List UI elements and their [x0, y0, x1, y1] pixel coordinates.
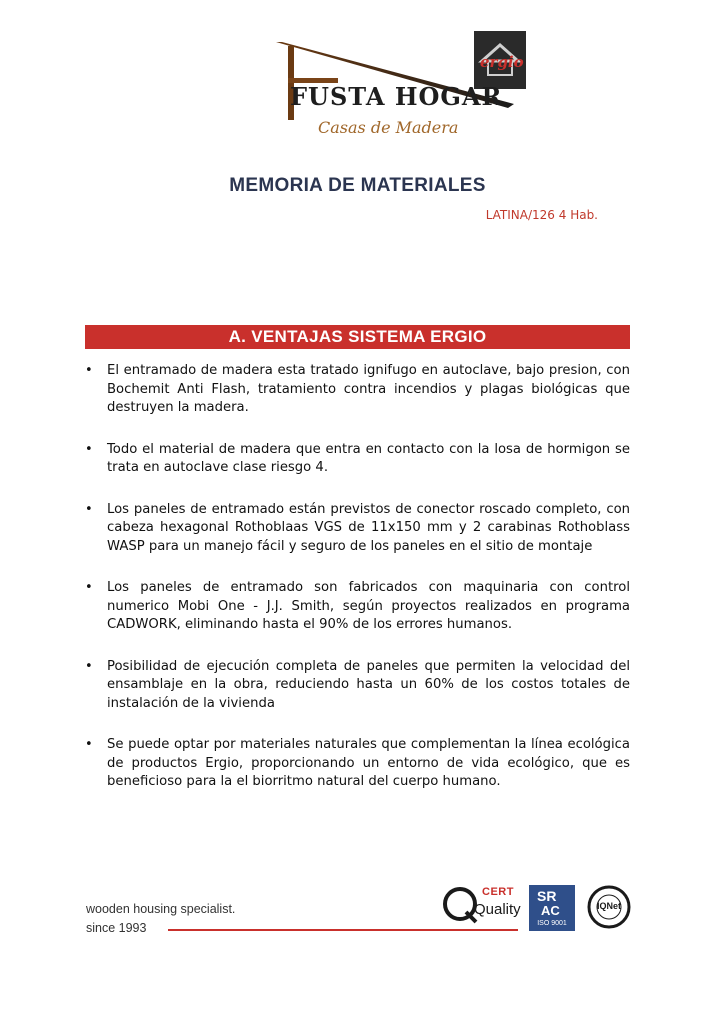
logo-brand-text: FUSTA HOGAR [290, 82, 503, 111]
list-item: • Se puede optar por materiales naturales que complementan la línea ecológica de productos Ergio, proporcionando un entorno de vida ecológico, que es beneficioso para la el biorritmo natural del cuerpo humano. [85, 737, 630, 789]
bullet-icon: • [85, 580, 93, 595]
advantages-list [85, 362, 630, 815]
footer-divider [168, 929, 518, 931]
list-item: • Los paneles de entramado están previstos de conector roscado completo, con cabeza hexagonal Rothoblaas VGS de 11x150 mm y 2 carabinas Rothoblass WASP para un manejo fácil y seguro de los paneles en el sitio de montaje [85, 501, 630, 554]
srac-top-text: SR [537, 888, 557, 904]
srac-iso-logo [529, 885, 575, 931]
bullet-icon: • [85, 363, 93, 378]
list-item: • Los paneles de entramado son fabricados con maquinaria con control numerico Mobi One - J.J. Smith, según proyectos realizados en programa CADWORK, eliminando hasta el 90% de los errores humanos. [85, 580, 630, 632]
iqnet-seal [587, 885, 631, 929]
document-title: MEMORIA DE MATERIALES [229, 175, 486, 196]
list-item: • El entramado de madera esta tratado ignifugo en autoclave, bajo presion, con Bochemit Anti Flash, tratamiento contra incendios y plagas biológicas que destruyen la madera. [85, 363, 630, 415]
qcert-top-text: CERT [482, 886, 514, 898]
bullet-icon: • [85, 737, 93, 752]
iqnet-text: IQNet [596, 901, 621, 911]
logo-wordmark [290, 82, 502, 111]
ergio-logo [474, 31, 526, 89]
bullet-icon: • [85, 501, 93, 517]
srac-bottom-text: AC [541, 903, 560, 918]
footer-since: since 1993 [86, 921, 147, 935]
qcert-quality-logo [442, 884, 520, 924]
list-item: • Todo el material de madera que entra en contacto con la losa de hormigon se trata en autoclave clase riesgo 4. [85, 441, 630, 475]
bullet-icon: • [85, 658, 93, 674]
document-reference: LATINA/126 4 Hab. [485, 208, 598, 222]
list-item: • Posibilidad de ejecución completa de paneles que permiten la velocidad del ensamblaje en la obra, reduciendo hasta un 60% de los costos totales de instalación de la vivienda [85, 658, 630, 711]
bullet-icon: • [85, 441, 93, 457]
section-heading: A. VENTAJAS SISTEMA ERGIO [85, 325, 630, 349]
logo-tagline: Casas de Madera [318, 118, 459, 137]
qcert-main-text: Quality [474, 901, 521, 918]
footer-slogan: wooden housing specialist. [86, 902, 236, 916]
srac-iso-text: ISO 9001 [537, 920, 567, 927]
ergio-logo-text: ergio [480, 53, 524, 71]
